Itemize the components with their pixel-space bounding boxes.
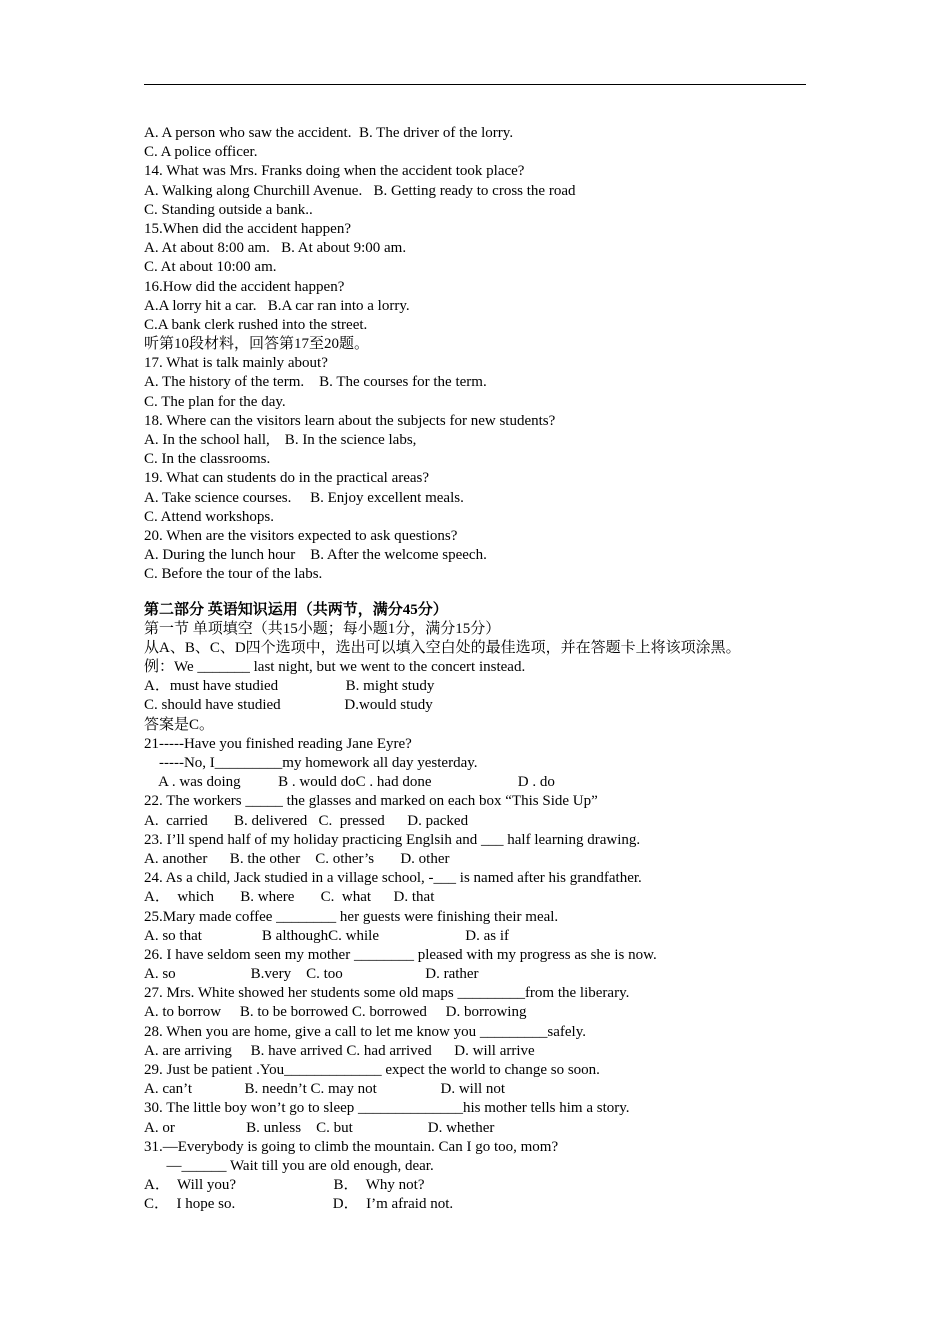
text-line: 17. What is talk mainly about? <box>144 355 328 372</box>
text-line: C. At about 10:00 am. <box>144 259 277 276</box>
text-line: C． I hope so. D． I’m afraid not. <box>144 1196 454 1213</box>
text-line: A. carried B. delivered C. pressed D. packed <box>144 812 469 829</box>
text-line: 28. When you are home, give a call to let me know you _________safely. <box>144 1023 586 1040</box>
text-line: A. At about 8:00 am. B. At about 9:00 am. <box>144 240 407 257</box>
text-line: A. Walking along Churchill Avenue. B. Getting ready to cross the road <box>144 182 576 199</box>
text-line: 23. I’ll spend half of my holiday practicing Englsih and ___ half learning drawing. <box>144 831 641 848</box>
text-line: A. can’t B. needn’t C. may not D. will not <box>144 1081 506 1098</box>
text-line: 25.Mary made coffee ________ her guests were finishing their meal. <box>144 908 559 925</box>
text-line: 15.When did the accident happen? <box>144 220 351 237</box>
text-line: 31.—Everybody is going to climb the mountain. Can I go too, mom? <box>144 1138 559 1155</box>
text-line: -----No, I_________my homework all day yesterday. <box>144 755 478 771</box>
text-line: C.A bank clerk rushed into the street. <box>144 316 368 333</box>
text-line: C. Before the tour of the labs. <box>144 566 323 583</box>
text-line: A . was doing B . would doC . had done D . do <box>144 774 555 791</box>
language-usage-section <box>144 620 824 1215</box>
text-line: C. should have studied D.would study <box>144 697 433 714</box>
text-line: C. In the classrooms. <box>144 451 271 468</box>
text-line: 第一节 单项填空（共15小题；每小题1分，满分15分） <box>144 620 501 637</box>
section-heading: 第二部分 英语知识运用（共两节，满分45分） <box>144 601 448 618</box>
text-line: A．must have studied B. might study <box>144 678 435 695</box>
text-line: 29. Just be patient .You_____________ expect the world to change so soon. <box>144 1062 600 1078</box>
text-line: —______ Wait till you are old enough, dear. <box>144 1157 434 1174</box>
text-line: A. A person who saw the accident. B. The driver of the lorry. <box>144 125 514 141</box>
text-line: A. Take science courses. B. Enjoy excellent meals. <box>144 489 464 506</box>
text-line: C. The plan for the day. <box>144 393 286 410</box>
text-line: C. Attend workshops. <box>144 508 275 525</box>
text-line: C. Standing outside a bank.. <box>144 201 313 218</box>
exam-page-content <box>144 124 824 1215</box>
text-line: 20. When are the visitors expected to ask questions? <box>144 527 458 544</box>
text-line: 答案是C。 <box>144 716 215 733</box>
text-line: A. The history of the term. B. The courses for the term. <box>144 374 487 391</box>
text-line: A.A lorry hit a car. B.A car ran into a lorry. <box>144 297 410 314</box>
text-line: 19. What can students do in the practical areas? <box>144 470 430 487</box>
text-line: 例：We _______ last night, but we went to the concert instead. <box>144 659 526 676</box>
text-line: A. to borrow B. to be borrowed C. borrowed D. borrowing <box>144 1004 527 1021</box>
text-line: C. A police officer. <box>144 144 258 161</box>
text-line: 30. The little boy won’t go to sleep ______________his mother tells him a story. <box>144 1100 630 1117</box>
text-line: 14. What was Mrs. Franks doing when the accident took place? <box>144 163 525 180</box>
text-line: 27. Mrs. White showed her students some old maps _________from the liberary. <box>144 985 630 1002</box>
text-line: 26. I have seldom seen my mother ________ pleased with my progress as she is now. <box>144 946 657 963</box>
text-line: A. In the school hall, B. In the science labs, <box>144 432 417 448</box>
text-line: A． which B. where C. what D. that <box>144 889 435 906</box>
text-line: 从A、B、C、D四个选项中，选出可以填入空白处的最佳选项，并在答题卡上将该项涂黑。 <box>144 639 741 656</box>
text-line: 21-----Have you finished reading Jane Eyre? <box>144 735 412 752</box>
text-line: A. are arriving B. have arrived C. had arrived D. will arrive <box>144 1042 535 1059</box>
text-line: A. so that B althoughC. while D. as if <box>144 927 509 944</box>
text-line: 24. As a child, Jack studied in a village school, -___ is named after his grandfather. <box>144 870 642 887</box>
text-line: A. so B.very C. too D. rather <box>144 966 479 983</box>
text-line: 18. Where can the visitors learn about the subjects for new students? <box>144 412 556 429</box>
listening-questions-section <box>144 124 824 585</box>
text-line: 16.How did the accident happen? <box>144 278 345 295</box>
text-line: A. or B. unless C. but D. whether <box>144 1119 495 1136</box>
text-line: A. another B. the other C. other’s D. other <box>144 850 450 867</box>
text-line: A. During the lunch hour B. After the welcome speech. <box>144 547 487 564</box>
text-line: 听第10段材料，回答第17至20题。 <box>144 336 370 353</box>
section-spacer <box>144 585 824 601</box>
text-line: 22. The workers _____ the glasses and marked on each box “This Side Up” <box>144 793 598 810</box>
header-rule <box>144 84 806 85</box>
text-line: A． Will you? B． Why not? <box>144 1177 425 1194</box>
